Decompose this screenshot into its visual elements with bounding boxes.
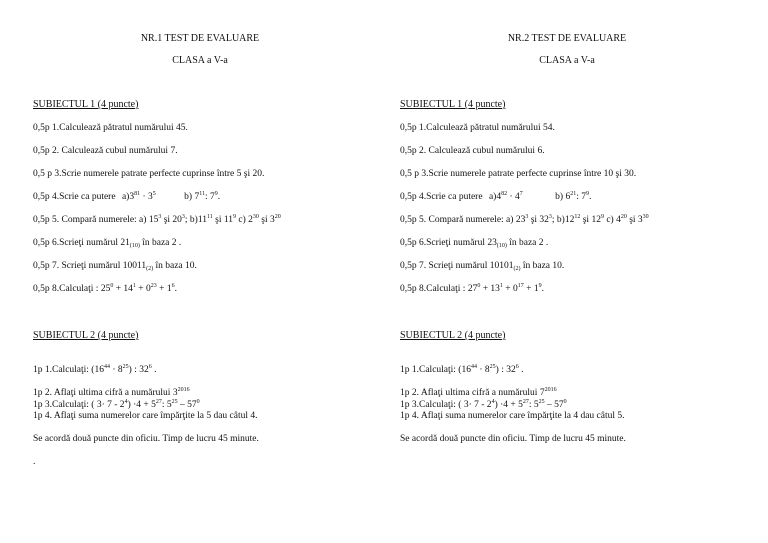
item-6: 0,5p 6.Scrieţi numărul $23_{(10)}$ în baza 2 . [400, 238, 549, 249]
item-2: 0,5p 2. Calculează cubul numărului 6. [400, 146, 545, 156]
item-6: 0,5p 6.Scrieţi numărul $21_{(10)}$ în baza 2 . [33, 238, 182, 249]
test-title: NR.2 TEST DE EVALUARE [507, 33, 627, 44]
item-8: 0,5p 8.Calculaţi : $27^0 + 13^1 + 0^{17} + 1^9$. [400, 283, 545, 294]
item-7: 0,5p 7. Scrieţi numărul $10101_{(2)}$ în baza 10. [400, 261, 565, 272]
trailing-dot: . [33, 457, 36, 467]
section-1-heading: SUBIECTUL 1 (4 puncte) [400, 99, 506, 110]
task-1: 1p 1.Calculaţi: $(16^{44} \cdot 8^{25})$ : $32^6$ . [33, 364, 157, 375]
test-2 [400, 0, 760, 543]
item-2: 0,5p 2. Calculează cubul numărului 7. [33, 146, 178, 156]
item-5: 0,5p 5. Compară numerele: a) $15^3$ şi $20^3$; $b)11^{11}$ şi $11^9$ c) $2^{30}$ şi $3^{20}$ [33, 214, 281, 225]
item-3: 0,5 p 3.Scrie numerele patrate perfecte cuprinse între 5 şi 20. [33, 169, 265, 179]
item-4: 0,5p 4.Scrie ca putere $a)3^{81} \cdot 3^5$ b) $7^{11}$: $7^9$. [33, 191, 221, 202]
task-3: 1p 3.Calculaţi: ( $3\cdot 7 - 2^4) \cdot 4 + 5^{27}$: $5^{25} - 57^0$ [33, 399, 200, 410]
task-1: 1p 1.Calculaţi: $(16^{44} \cdot 8^{25})$ : $32^6$ . [400, 364, 524, 375]
item-7: 0,5p 7. Scrieţi numărul $10011_{(2)}$ în baza 10. [33, 261, 197, 272]
test-title: NR.1 TEST DE EVALUARE [140, 33, 260, 44]
item-8: 0,5p 8.Calculaţi : $25^0 + 14^1 + 0^{23} + 1^6$. [33, 283, 178, 294]
item-5: 0,5p 5. Compară numerele: a) $23^3$ şi $32^3$; $b)12^{12}$ şi $12^9$ c) $4^{20}$ şi $3^{30}$ [400, 214, 649, 225]
section-2-heading: SUBIECTUL 2 (4 puncte) [33, 330, 139, 341]
class-label: CLASA a V-a [539, 55, 595, 66]
test-1 [33, 0, 393, 543]
section-2-heading: SUBIECTUL 2 (4 puncte) [400, 330, 506, 341]
task-3: 1p 3.Calculaţi: ( $3\cdot 7 - 2^4) \cdot 4 + 5^{27}$: $5^{25} - 57^0$ [400, 399, 567, 410]
class-label: CLASA a V-a [172, 55, 228, 66]
task-4: 1p 4. Aflaţi suma numerelor care împărţite la 4 dau cȃtul 5. [400, 411, 625, 421]
item-1: 0,5p 1.Calculează pătratul numărului 45. [33, 123, 188, 133]
task-2: 1p 2. Aflaţi ultima cifră a numărului $3^{2016}$ [33, 387, 190, 398]
task-4: 1p 4. Aflaţi suma numerelor care împărţite la 5 dau cȃtul 4. [33, 411, 258, 421]
task-2: 1p 2. Aflaţi ultima cifră a numărului $7^{2016}$ [400, 387, 557, 398]
item-4: 0,5p 4.Scrie ca putere $a)4^{82} \cdot 4^7$ b) $6^{21}$: $7^9$. [400, 191, 592, 202]
item-1: 0,5p 1.Calculează pătratul numărului 54. [400, 123, 555, 133]
item-3: 0,5 p 3.Scrie numerele patrate perfecte cuprinse între 10 şi 30. [400, 169, 637, 179]
bonus-note: Se acordă două puncte din oficiu. Timp de lucru 45 minute. [33, 434, 259, 444]
bonus-note: Se acordă două puncte din oficiu. Timp de lucru 45 minute. [400, 434, 626, 444]
section-1-heading: SUBIECTUL 1 (4 puncte) [33, 99, 139, 110]
